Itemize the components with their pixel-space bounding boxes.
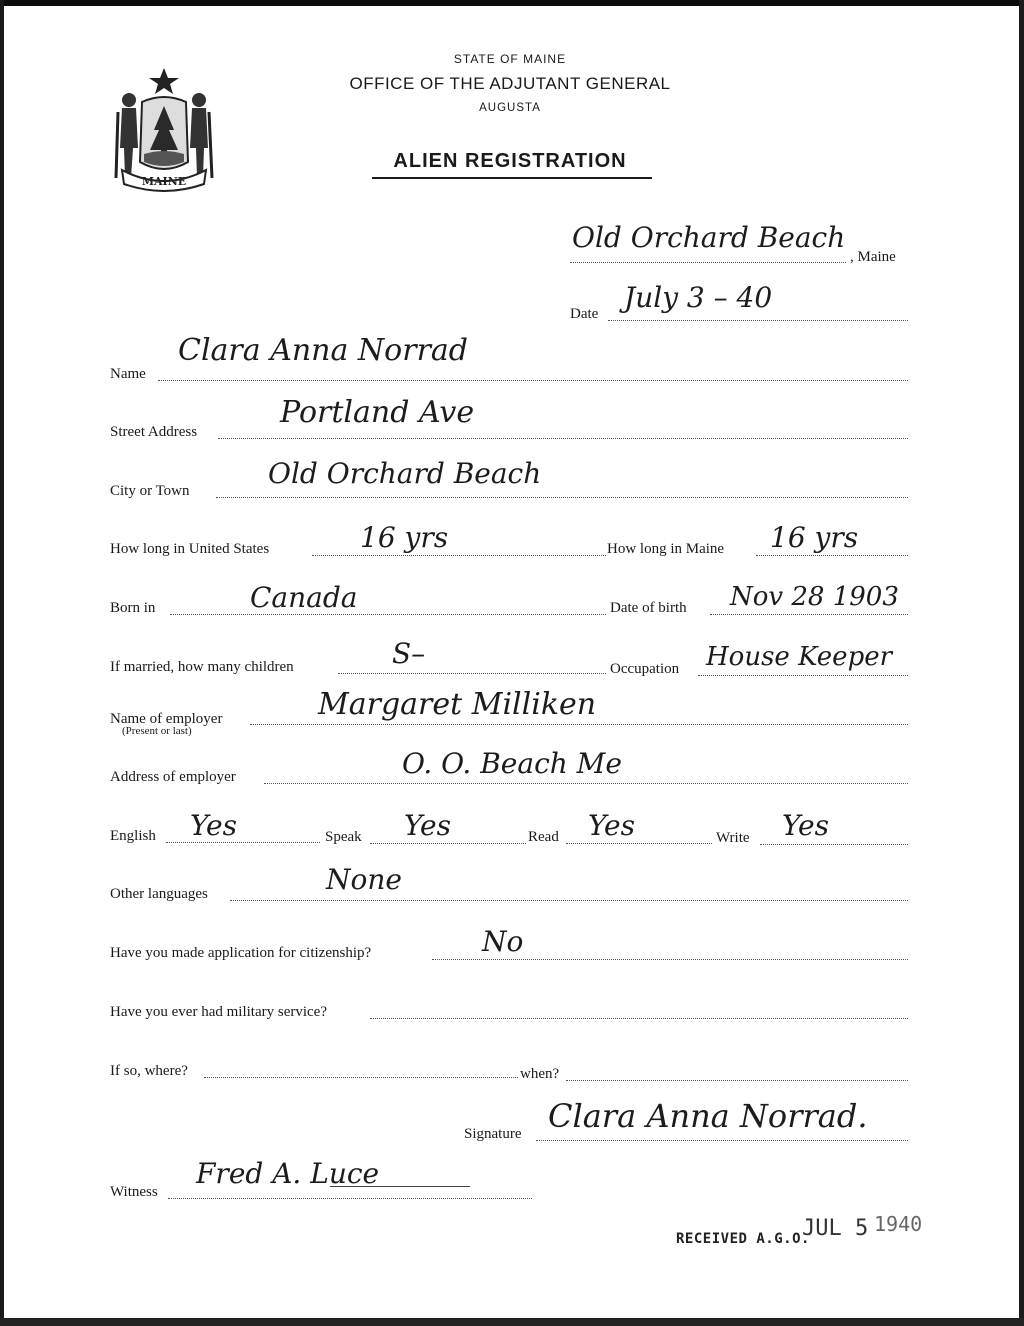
name-value: Clara Anna Norrad (178, 333, 469, 368)
date-of-birth-line (710, 614, 908, 615)
witness-label: Witness (110, 1184, 158, 1200)
employer-address-line (264, 783, 908, 784)
citizenship-line (432, 959, 908, 960)
svg-text:MAINE: MAINE (141, 175, 187, 188)
scan-edge-bottom (0, 1318, 1024, 1326)
employer-address-label: Address of employer (110, 769, 236, 785)
write-line (760, 844, 908, 845)
title-underline (372, 177, 652, 179)
children-value: S– (392, 637, 426, 670)
read-label: Read (528, 829, 559, 845)
read-value: Yes (588, 809, 635, 842)
city-or-town-value: Old Orchard Beach (268, 457, 542, 490)
scan-edge-top (0, 0, 1024, 6)
scan-edge-left (0, 0, 4, 1326)
employer-value: Margaret Milliken (318, 687, 597, 722)
street-address-value: Portland Ave (280, 395, 475, 430)
name-line (158, 380, 908, 381)
header-office: OFFICE OF THE ADJUTANT GENERAL (349, 74, 671, 93)
citizenship-value: No (482, 925, 524, 958)
street-address-line (218, 438, 908, 439)
other-languages-label: Other languages (110, 886, 208, 902)
how-long-us-value: 16 yrs (360, 521, 449, 554)
read-line (566, 843, 712, 844)
employer-label: Name of employer (110, 711, 223, 727)
location-value: Old Orchard Beach (572, 221, 846, 254)
scan-edge-right (1019, 0, 1024, 1326)
other-languages-value: None (326, 863, 402, 896)
location-suffix: , Maine (850, 249, 896, 265)
occupation-label: Occupation (610, 661, 680, 677)
born-in-label: Born in (110, 600, 156, 616)
date-label: Date (570, 306, 599, 322)
speak-label: Speak (325, 829, 362, 845)
witness-line (168, 1198, 532, 1199)
received-stamp-date: JUL 5 (802, 1216, 869, 1241)
if-so-where-label: If so, where? (110, 1063, 188, 1079)
other-languages-line (230, 900, 908, 901)
if-so-where-line (204, 1077, 518, 1078)
street-address-label: Street Address (110, 424, 198, 440)
location-line (570, 262, 846, 263)
received-stamp-year: 1940 (874, 1212, 923, 1236)
when-line (566, 1080, 908, 1081)
city-or-town-line (216, 497, 908, 498)
speak-line (370, 843, 526, 844)
children-label: If married, how many children (110, 659, 294, 675)
employer-line (250, 724, 908, 725)
witness-value: Fred A. Luce (196, 1157, 380, 1190)
how-long-us-label: How long in United States (110, 541, 270, 557)
header-state: STATE OF MAINE (453, 52, 567, 66)
date-of-birth-value: Nov 28 1903 (730, 582, 899, 612)
date-value: July 3 – 40 (624, 281, 773, 314)
employer-address-value: O. O. Beach Me (402, 747, 622, 780)
children-line (338, 673, 606, 674)
english-label: English (110, 828, 156, 844)
received-stamp-prefix: RECEIVED A.G.O. (676, 1231, 810, 1247)
date-line (608, 320, 908, 321)
name-label: Name (110, 366, 146, 382)
military-line (370, 1018, 908, 1019)
when-label: when? (520, 1066, 560, 1082)
citizenship-label: Have you made application for citizenship? (110, 945, 372, 961)
english-line (166, 842, 320, 843)
occupation-line (698, 675, 908, 676)
signature-line (536, 1140, 908, 1141)
form-title: ALIEN REGISTRATION (393, 150, 627, 172)
speak-value: Yes (404, 809, 451, 842)
write-label: Write (716, 830, 750, 846)
how-long-us-line (312, 555, 606, 556)
write-value: Yes (782, 809, 829, 842)
header-city: AUGUSTA (479, 102, 541, 114)
how-long-maine-label: How long in Maine (607, 541, 725, 557)
signature-label: Signature (464, 1126, 522, 1142)
occupation-value: House Keeper (706, 642, 893, 672)
date-of-birth-label: Date of birth (610, 600, 687, 616)
city-or-town-label: City or Town (110, 483, 190, 499)
how-long-maine-value: 16 yrs (770, 521, 859, 554)
born-in-line (170, 614, 606, 615)
signature-value: Clara Anna Norrad. (548, 1097, 868, 1135)
employer-sublabel: (Present or last) (122, 725, 192, 737)
english-value: Yes (190, 809, 237, 842)
how-long-maine-line (756, 555, 908, 556)
maine-state-seal-icon (112, 66, 216, 192)
military-label: Have you ever had military service? (110, 1004, 327, 1020)
born-in-value: Canada (250, 581, 358, 614)
